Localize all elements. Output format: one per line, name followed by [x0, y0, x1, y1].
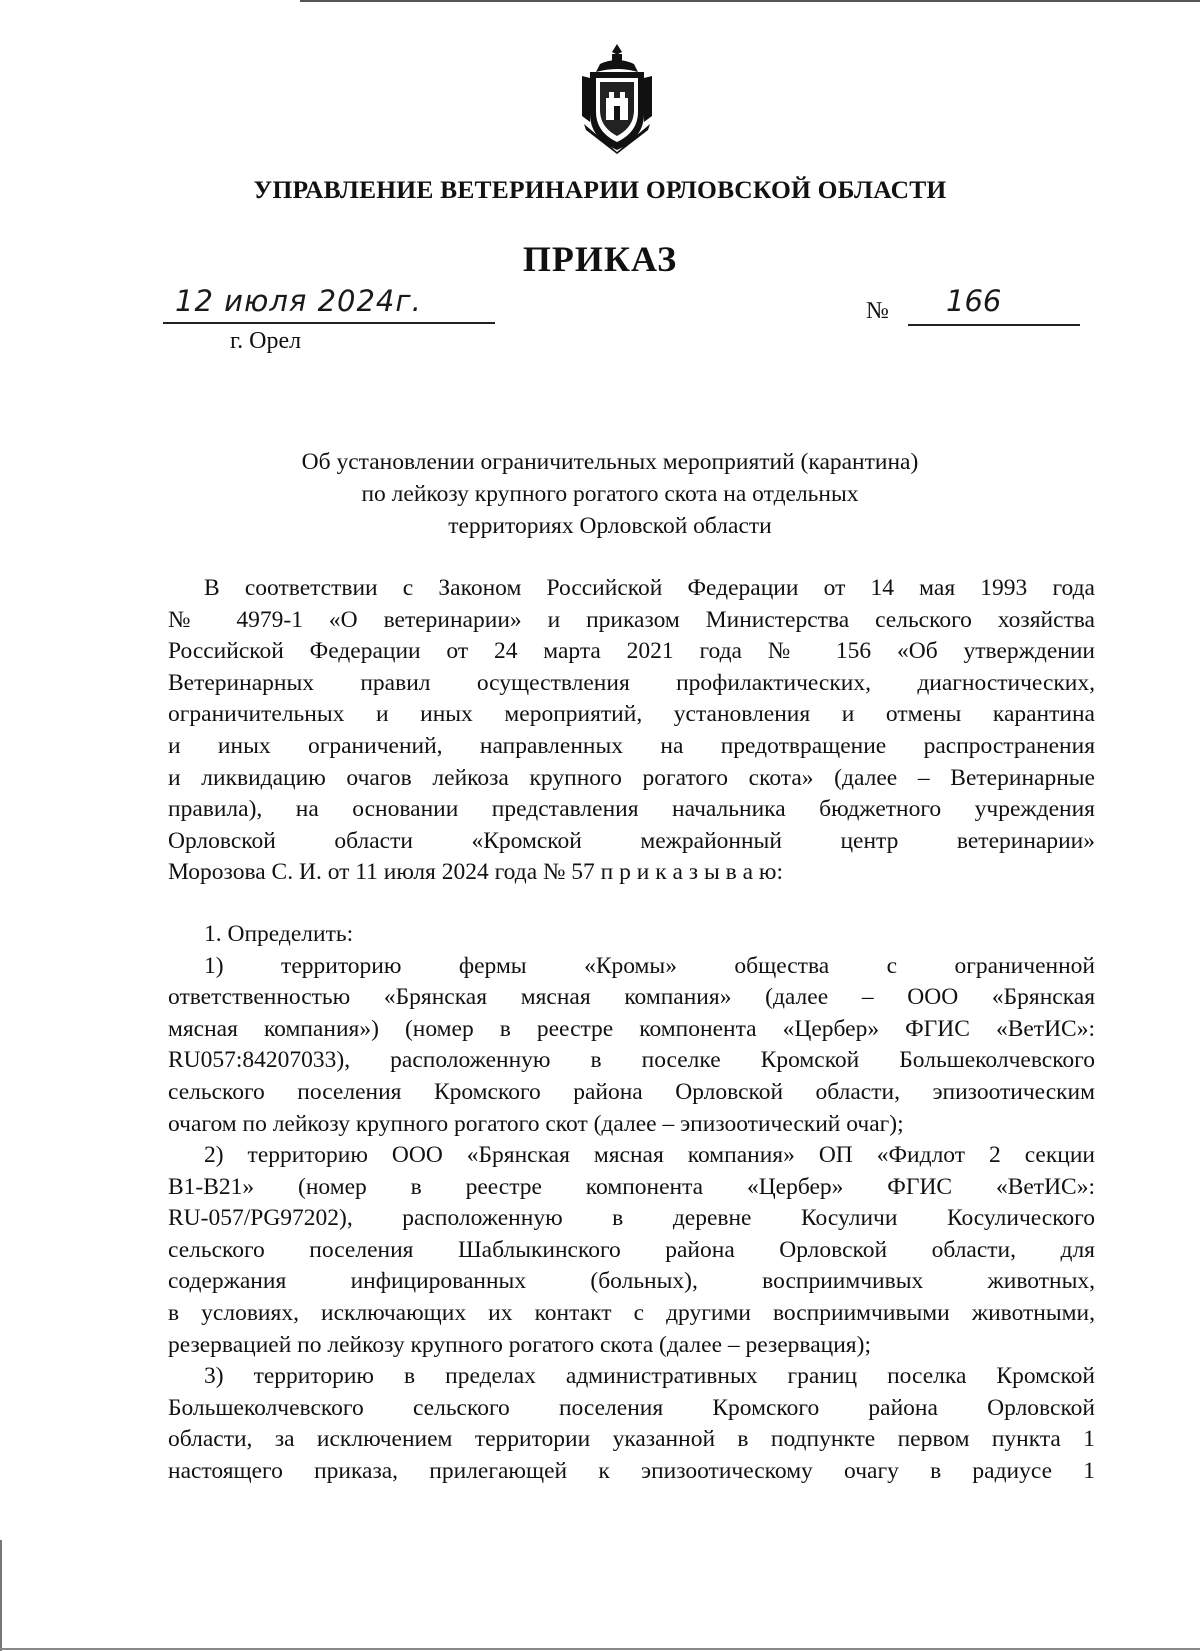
- preamble-line: и иных ограничений, направленных на предотвращение распространения: [168, 732, 1095, 759]
- item2-line: RU-057/PG97202), расположенную в деревне Косуличи Косулического: [168, 1205, 1095, 1232]
- scan-edge-left: [0, 1540, 2, 1651]
- coat-of-arms-emblem: [578, 42, 656, 154]
- subject-line: Об установлении ограничительных мероприятий (карантина): [301, 449, 919, 475]
- item3-line: области, за исключением территории указанной в подпункте первом пункта 1: [168, 1426, 1095, 1453]
- preamble-line: В соответствии с Законом Российской Федерации от 14 мая 1993 года: [204, 575, 1095, 601]
- date-underline: [163, 322, 495, 324]
- subject-line: территориях Орловской области: [448, 513, 772, 539]
- preamble-line: и ликвидацию очагов лейкоза крупного рогатого скота» (далее – Ветеринарные: [168, 764, 1095, 791]
- document-type: ПРИКАЗ: [522, 239, 678, 279]
- organization-name: УПРАВЛЕНИЕ ВЕТЕРИНАРИИ ОРЛОВСКОЙ ОБЛАСТИ: [253, 175, 947, 204]
- handwritten-date: 12 июля 2024г.: [175, 284, 422, 318]
- item1-line: RU057:84207033), расположенную в поселке Кромской Большеколчевского: [168, 1047, 1095, 1074]
- section-title: 1. Определить:: [204, 920, 354, 947]
- item1-line: сельского поселения Кромского района Орловской области, эпизоотическим: [168, 1078, 1095, 1105]
- preamble-line: ограничительных и иных мероприятий, установления и отмены карантина: [168, 701, 1095, 728]
- item3-line: настоящего приказа, прилегающей к эпизоотическому очагу в радиусе 1: [168, 1458, 1095, 1485]
- scan-edge-bottom: [0, 1648, 1200, 1650]
- item2-line: 2) территорию ООО «Брянская мясная компания» ОП «Фидлот 2 секции: [204, 1142, 1095, 1169]
- item2-line: В1-В21» (номер в реестре компонента «Цербер» ФГИС «ВетИС»:: [168, 1173, 1095, 1200]
- preamble-line: Орловской области «Кромской межрайонный центр ветеринарии»: [168, 827, 1095, 854]
- item1-line: мясная компания») (номер в реестре компонента «Цербер» ФГИС «ВетИС»:: [168, 1015, 1095, 1042]
- item1-line: очагом по лейкозу крупного рогатого скот (далее – эпизоотический очаг);: [168, 1110, 904, 1137]
- number-underline: [908, 324, 1080, 326]
- document-body: [168, 573, 1095, 1488]
- scan-edge-top: [300, 0, 1200, 2]
- preamble-line: правила), на основании представления начальника бюджетного учреждения: [168, 796, 1095, 823]
- preamble-line: Морозова С. И. от 11 июля 2024 года № 57 п р и к а з ы в а ю:: [168, 859, 783, 886]
- item1-line: 1) территорию фермы «Кромы» общества с ограниченной: [204, 952, 1095, 979]
- handwritten-number: 166: [946, 284, 1002, 318]
- preamble-line: Российской Федерации от 24 марта 2021 года № 156 «Об утверждении: [168, 638, 1095, 665]
- document-subject: [180, 446, 1040, 542]
- city: г. Орел: [230, 328, 302, 354]
- preamble-line: Ветеринарных правил осуществления профилактических, диагностических,: [168, 669, 1095, 696]
- number-label: №: [866, 298, 889, 324]
- item1-line: ответственностью «Брянская мясная компания» (далее – ООО «Брянская: [168, 984, 1095, 1011]
- item2-line: в условиях, исключающих их контакт с другими восприимчивыми животными,: [168, 1300, 1095, 1327]
- item2-line: содержания инфицированных (больных), восприимчивых животных,: [168, 1268, 1095, 1295]
- preamble-line: № 4979-1 «О ветеринарии» и приказом Министерства сельского хозяйства: [168, 606, 1095, 633]
- item2-line: сельского поселения Шаблыкинского района Орловской области, для: [168, 1236, 1095, 1263]
- item2-line: резервацией по лейкозу крупного рогатого скота (далее – резервация);: [168, 1331, 871, 1358]
- item3-line: Большеколчевского сельского поселения Кромского района Орловской: [168, 1394, 1095, 1421]
- subject-line: по лейкозу крупного рогатого скота на отдельных: [361, 481, 859, 507]
- item3-line: 3) территорию в пределах административных границ поселка Кромской: [204, 1363, 1095, 1390]
